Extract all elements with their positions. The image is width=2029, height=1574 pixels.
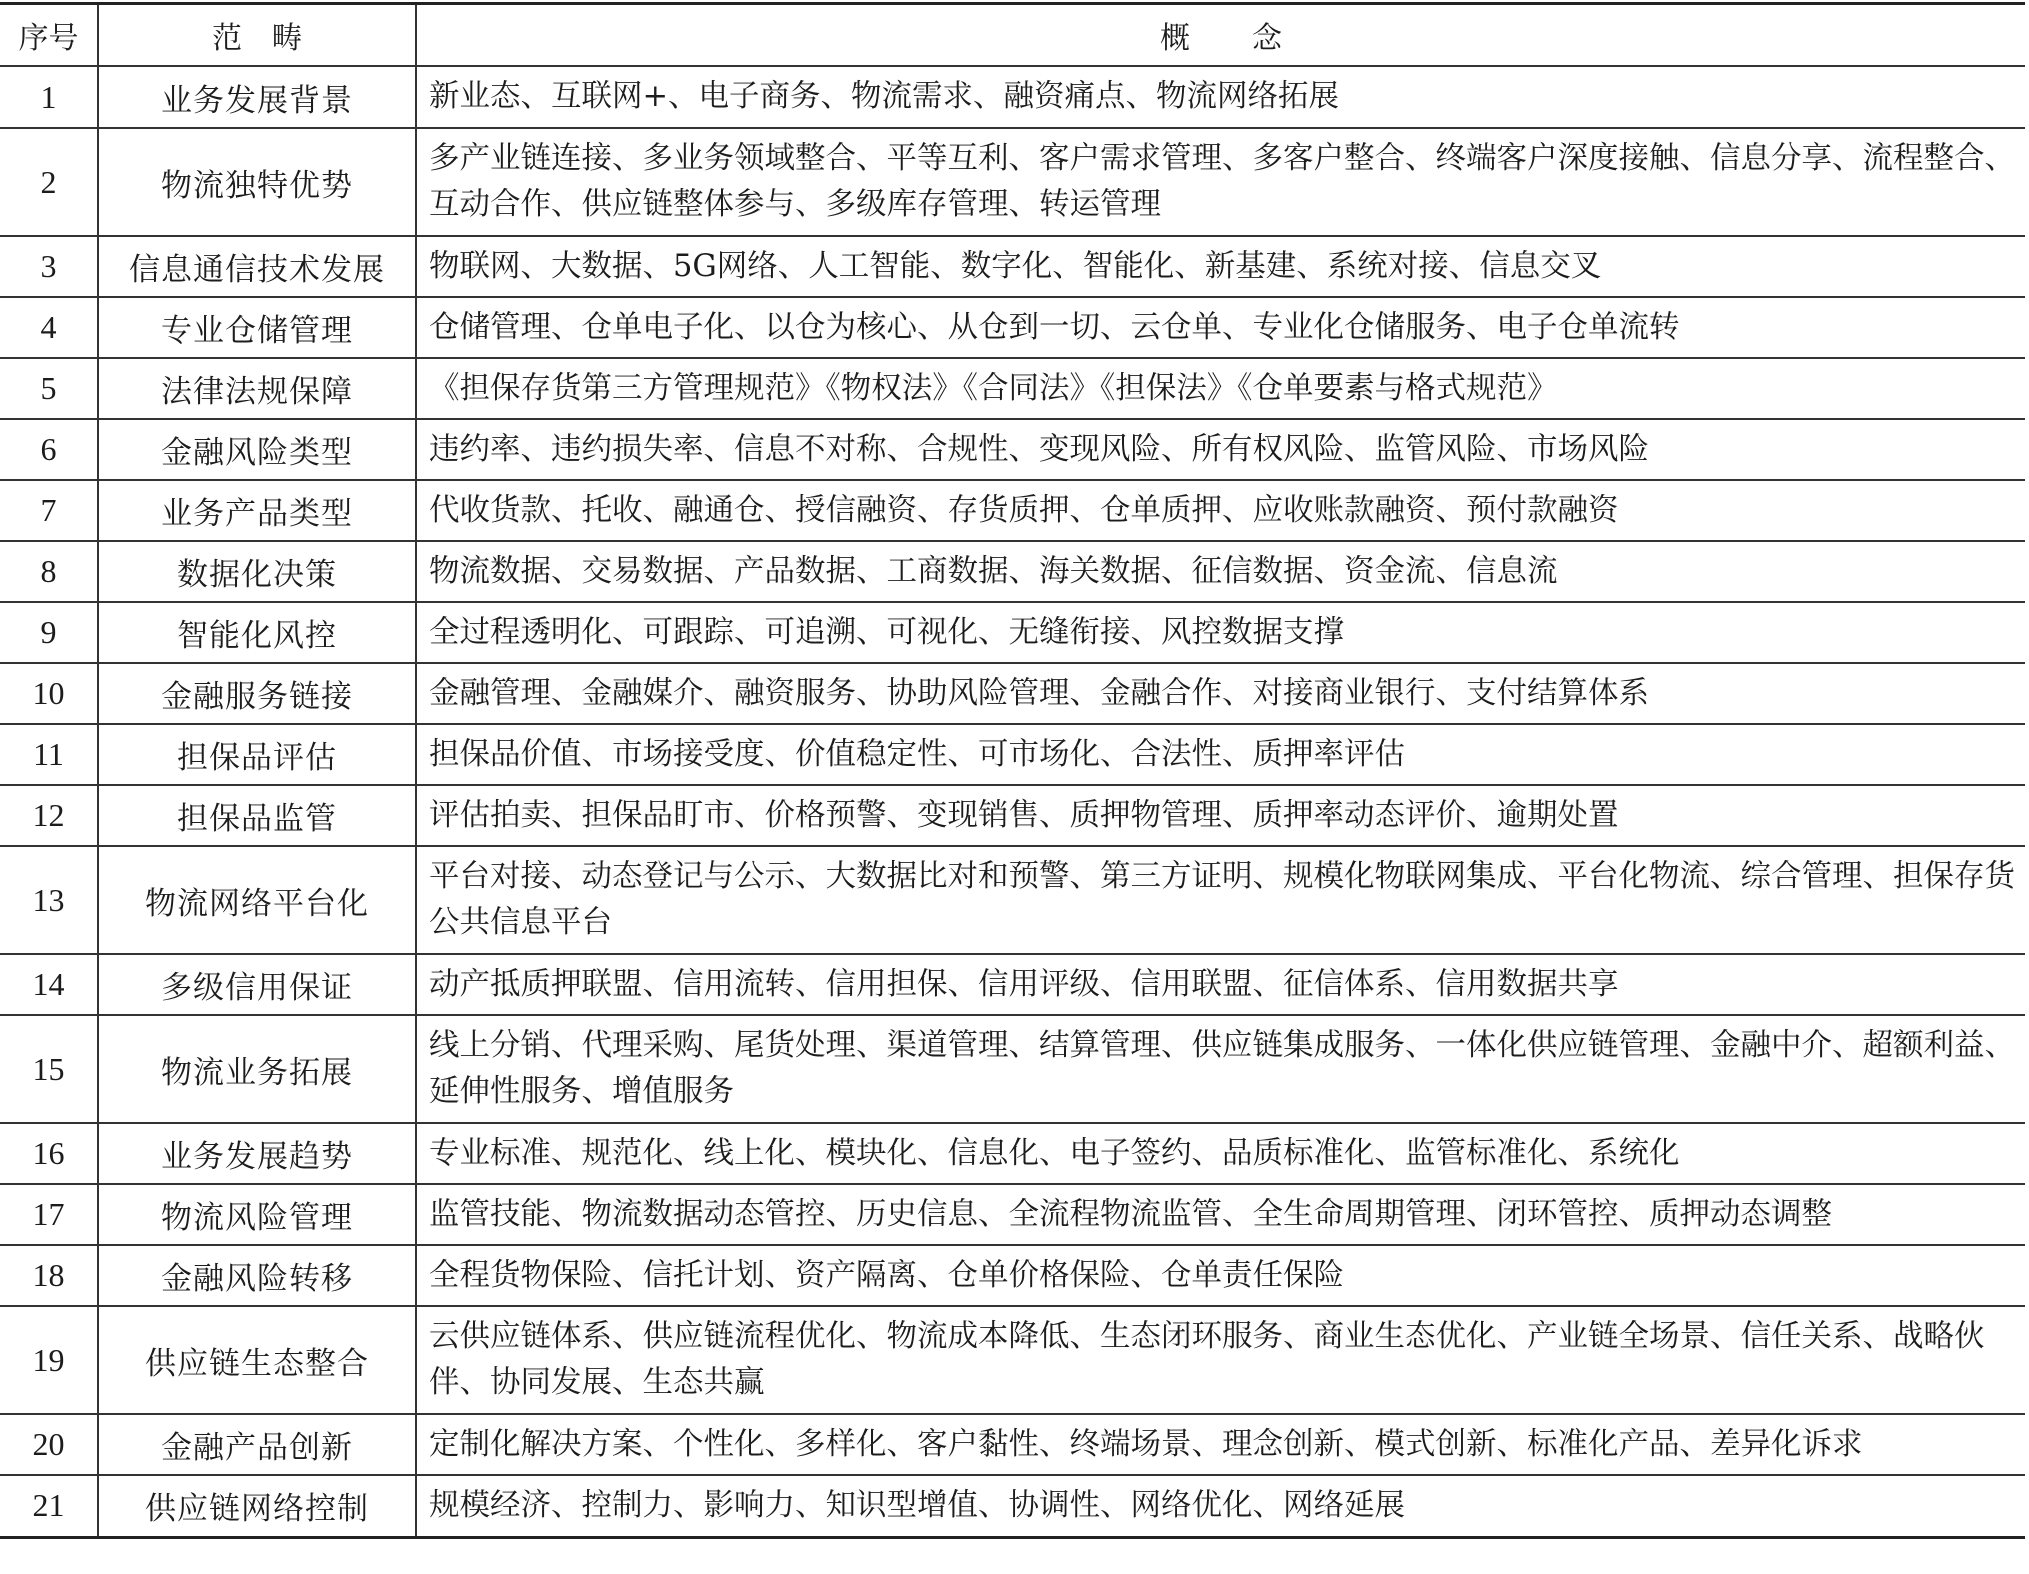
row-category: 担保品评估 [98, 724, 416, 785]
row-concepts: 代收货款、托收、融通仓、授信融资、存货质押、仓单质押、应收账款融资、预付款融资 [416, 480, 2025, 541]
row-concepts: 违约率、违约损失率、信息不对称、合规性、变现风险、所有权风险、监管风险、市场风险 [416, 419, 2025, 480]
table-row [0, 1306, 2025, 1414]
concept-category-table [0, 2, 2025, 1539]
row-index: 9 [0, 602, 98, 663]
header-concept [416, 4, 2025, 67]
row-index: 4 [0, 297, 98, 358]
table-row [0, 297, 2025, 358]
row-concepts: 监管技能、物流数据动态管控、历史信息、全流程物流监管、全生命周期管理、闭环管控、质押动态调整 [416, 1184, 2025, 1245]
row-concepts: 全程货物保险、信托计划、资产隔离、仓单价格保险、仓单责任保险 [416, 1245, 2025, 1306]
row-concepts: 专业标准、规范化、线上化、模块化、信息化、电子签约、品质标准化、监管标准化、系统化 [416, 1123, 2025, 1184]
row-category: 物流业务拓展 [98, 1015, 416, 1123]
row-concepts: 《担保存货第三方管理规范》《物权法》《合同法》《担保法》《仓单要素与格式规范》 [416, 358, 2025, 419]
table-body [0, 66, 2025, 1537]
row-category: 供应链网络控制 [98, 1475, 416, 1537]
row-index: 21 [0, 1475, 98, 1537]
row-category: 多级信用保证 [98, 954, 416, 1015]
table-row [0, 480, 2025, 541]
row-concepts: 物联网、大数据、5G网络、人工智能、数字化、智能化、新基建、系统对接、信息交叉 [416, 236, 2025, 297]
row-category: 物流风险管理 [98, 1184, 416, 1245]
row-concepts: 云供应链体系、供应链流程优化、物流成本降低、生态闭环服务、商业生态优化、产业链全场景、信任关系、战略伙伴、协同发展、生态共赢 [416, 1306, 2025, 1414]
row-index: 18 [0, 1245, 98, 1306]
row-index: 19 [0, 1306, 98, 1414]
row-index: 14 [0, 954, 98, 1015]
row-concepts: 定制化解决方案、个性化、多样化、客户黏性、终端场景、理念创新、模式创新、标准化产品、差异化诉求 [416, 1414, 2025, 1475]
header-category-part-1: 范 [212, 21, 242, 56]
table-row [0, 602, 2025, 663]
row-index: 10 [0, 663, 98, 724]
row-index: 20 [0, 1414, 98, 1475]
row-index: 16 [0, 1123, 98, 1184]
table-row [0, 785, 2025, 846]
row-concepts: 平台对接、动态登记与公示、大数据比对和预警、第三方证明、规模化物联网集成、平台化物流、综合管理、担保存货公共信息平台 [416, 846, 2025, 954]
table-row [0, 236, 2025, 297]
table-row [0, 1015, 2025, 1123]
row-category: 物流网络平台化 [98, 846, 416, 954]
row-index: 11 [0, 724, 98, 785]
row-index: 5 [0, 358, 98, 419]
table-row [0, 1245, 2025, 1306]
row-index: 15 [0, 1015, 98, 1123]
row-concepts: 多产业链连接、多业务领域整合、平等互利、客户需求管理、多客户整合、终端客户深度接触、信息分享、流程整合、互动合作、供应链整体参与、多级库存管理、转运管理 [416, 128, 2025, 236]
row-concepts: 新业态、互联网+、电子商务、物流需求、融资痛点、物流网络拓展 [416, 66, 2025, 128]
header-concept-part-1: 概 [1160, 21, 1190, 56]
row-category: 法律法规保障 [98, 358, 416, 419]
row-index: 8 [0, 541, 98, 602]
row-category: 数据化决策 [98, 541, 416, 602]
row-category: 金融产品创新 [98, 1414, 416, 1475]
header-index: 序号 [0, 4, 98, 67]
row-concepts: 金融管理、金融媒介、融资服务、协助风险管理、金融合作、对接商业银行、支付结算体系 [416, 663, 2025, 724]
row-concepts: 物流数据、交易数据、产品数据、工商数据、海关数据、征信数据、资金流、信息流 [416, 541, 2025, 602]
row-category: 供应链生态整合 [98, 1306, 416, 1414]
row-concepts: 线上分销、代理采购、尾货处理、渠道管理、结算管理、供应链集成服务、一体化供应链管理、金融中介、超额利益、延伸性服务、增值服务 [416, 1015, 2025, 1123]
row-category: 金融风险类型 [98, 419, 416, 480]
table-row [0, 541, 2025, 602]
table-row [0, 1475, 2025, 1537]
row-concepts: 评估拍卖、担保品盯市、价格预警、变现销售、质押物管理、质押率动态评价、逾期处置 [416, 785, 2025, 846]
table-header-row [0, 4, 2025, 67]
row-category: 业务产品类型 [98, 480, 416, 541]
row-category: 信息通信技术发展 [98, 236, 416, 297]
row-category: 担保品监管 [98, 785, 416, 846]
table-row [0, 1184, 2025, 1245]
header-concept-part-2: 念 [1252, 21, 1282, 56]
table-row [0, 1123, 2025, 1184]
table-row [0, 846, 2025, 954]
table-row [0, 954, 2025, 1015]
table-row [0, 66, 2025, 128]
table-row [0, 419, 2025, 480]
row-category: 金融风险转移 [98, 1245, 416, 1306]
row-category: 物流独特优势 [98, 128, 416, 236]
row-category: 金融服务链接 [98, 663, 416, 724]
row-concepts: 担保品价值、市场接受度、价值稳定性、可市场化、合法性、质押率评估 [416, 724, 2025, 785]
row-category: 智能化风控 [98, 602, 416, 663]
row-index: 3 [0, 236, 98, 297]
row-category: 业务发展趋势 [98, 1123, 416, 1184]
header-category [98, 4, 416, 67]
table-row [0, 663, 2025, 724]
table-row [0, 128, 2025, 236]
row-index: 2 [0, 128, 98, 236]
row-index: 7 [0, 480, 98, 541]
row-concepts: 仓储管理、仓单电子化、以仓为核心、从仓到一切、云仓单、专业化仓储服务、电子仓单流转 [416, 297, 2025, 358]
table-row [0, 1414, 2025, 1475]
table-row [0, 724, 2025, 785]
header-category-part-2: 畴 [272, 21, 302, 56]
row-index: 6 [0, 419, 98, 480]
row-concepts: 全过程透明化、可跟踪、可追溯、可视化、无缝衔接、风控数据支撑 [416, 602, 2025, 663]
row-index: 17 [0, 1184, 98, 1245]
row-index: 12 [0, 785, 98, 846]
table-row [0, 358, 2025, 419]
row-concepts: 动产抵质押联盟、信用流转、信用担保、信用评级、信用联盟、征信体系、信用数据共享 [416, 954, 2025, 1015]
row-index: 1 [0, 66, 98, 128]
row-category: 业务发展背景 [98, 66, 416, 128]
row-concepts: 规模经济、控制力、影响力、知识型增值、协调性、网络优化、网络延展 [416, 1475, 2025, 1537]
row-index: 13 [0, 846, 98, 954]
row-category: 专业仓储管理 [98, 297, 416, 358]
